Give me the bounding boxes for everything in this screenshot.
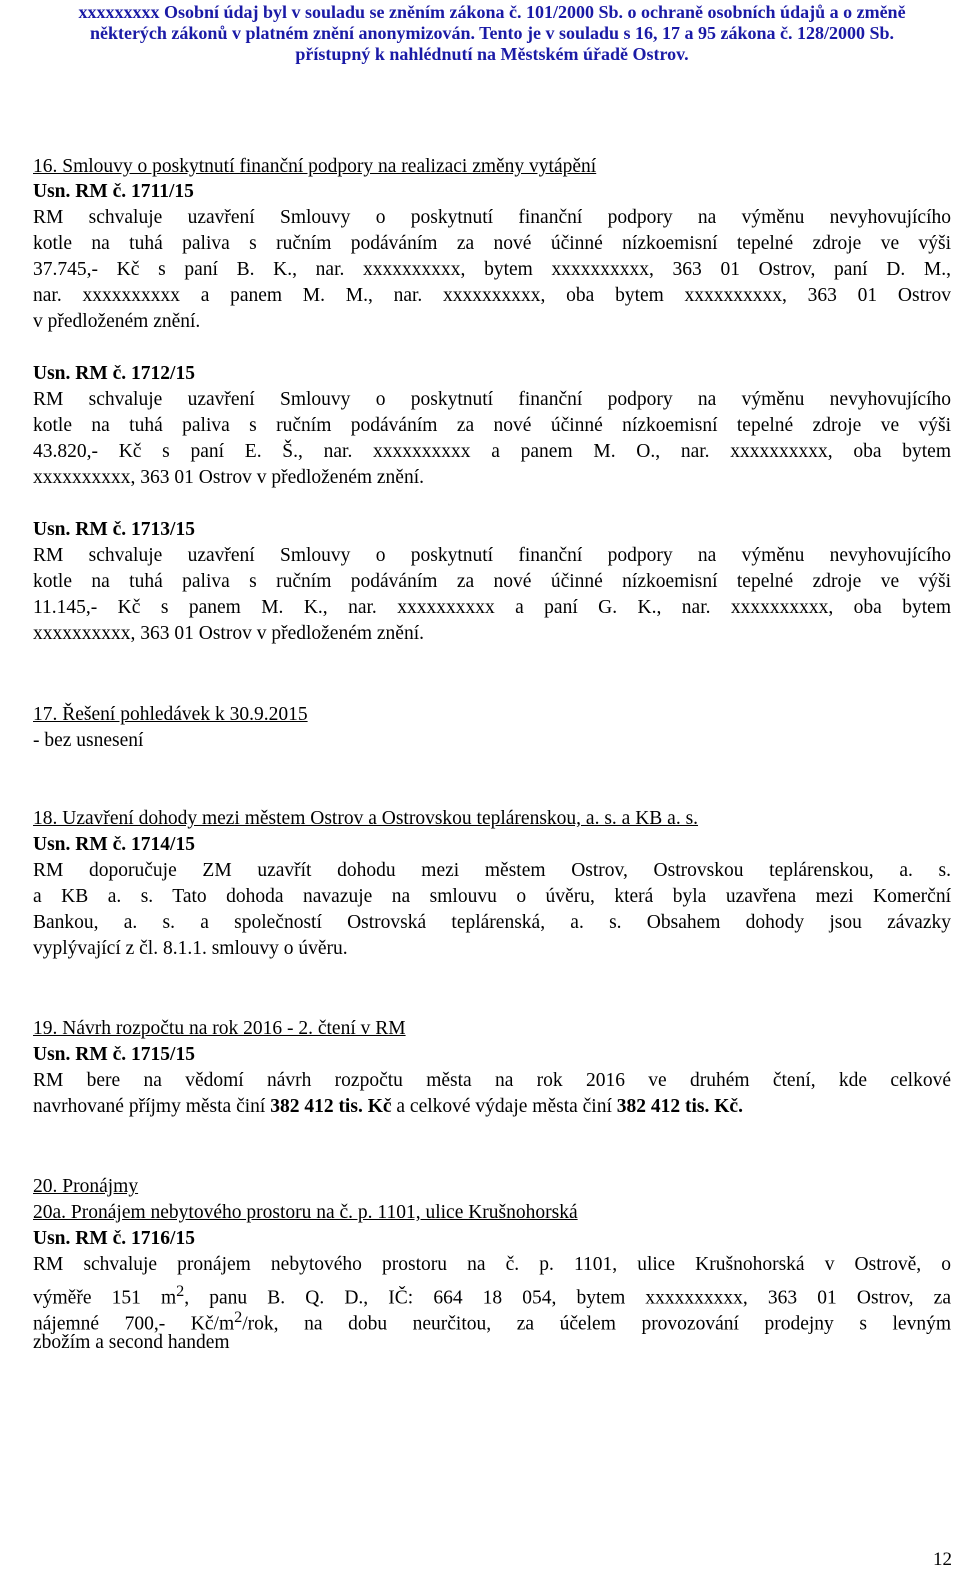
text-run: navrhované příjmy města činí — [33, 1096, 271, 1117]
resolution-1711-line: RM schvaluje uzavření Smlouvy o poskytnutí finanční podpory na výměnu nevyhovujícího — [33, 207, 951, 228]
resolution-1712-line: RM schvaluje uzavření Smlouvy o poskytnutí finanční podpory na výměnu nevyhovujícího — [33, 389, 951, 410]
resolution-1715-line — [33, 1094, 951, 1120]
resolution-1714-number: Usn. RM č. 1714/15 — [33, 834, 195, 855]
superscript: 2 — [234, 1308, 243, 1326]
resolution-1716-line: zbožím a second handem — [33, 1332, 230, 1353]
income-amount: 382 412 tis. Kč — [270, 1096, 392, 1117]
text-run: /rok, na dobu neurčitou, za účelem provozování prodejny s levným — [242, 1313, 951, 1335]
section-20a-heading: 20a. Pronájem nebytového prostoru na č. p. 1101, ulice Krušnohorská — [33, 1202, 578, 1223]
resolution-1712-number: Usn. RM č. 1712/15 — [33, 363, 195, 384]
resolution-1714-line: Bankou, a. s. a společností Ostrovská teplárenská, a. s. Obsahem dohody jsou závazky — [33, 912, 951, 933]
section-16-heading: 16. Smlouvy o poskytnutí finanční podpory na realizaci změny vytápění — [33, 156, 597, 177]
text-run: výměře 151 m — [33, 1287, 177, 1309]
header-line-2: některých zákonů v platném znění anonymizován. Tento je v souladu s 16, 17 a 95 zákona č. 128/2000 Sb. — [89, 23, 895, 43]
page-number: 12 — [933, 1549, 952, 1570]
text-run: nájemné 700,- Kč/m — [33, 1313, 235, 1335]
resolution-1712-line: kotle na tuhá paliva s ručním podáváním za nové účinné nízkoemisní tepelné zdroje ve výši — [33, 415, 951, 436]
resolution-1715-line: RM bere na vědomí návrh rozpočtu města na rok 2016 ve druhém čtení, kde celkové — [33, 1070, 951, 1091]
resolution-1716-line: RM schvaluje pronájem nebytového prostoru na č. p. 1101, ulice Krušnohorská v Ostrově, o — [33, 1254, 951, 1275]
resolution-1713-line: 11.145,- Kč s panem M. K., nar. xxxxxxxxxx a paní G. K., nar. xxxxxxxxxx, oba bytem — [33, 597, 951, 618]
resolution-1711-number: Usn. RM č. 1711/15 — [33, 181, 194, 202]
resolution-1712-line: xxxxxxxxxx, 363 01 Ostrov v předloženém znění. — [33, 467, 425, 488]
resolution-1713-line: RM schvaluje uzavření Smlouvy o poskytnutí finanční podpory na výměnu nevyhovujícího — [33, 545, 951, 566]
anonymization-header — [33, 2, 951, 65]
text-run: a celkové výdaje města činí — [391, 1096, 617, 1117]
resolution-1715-number: Usn. RM č. 1715/15 — [33, 1044, 195, 1065]
section-17-note: - bez usnesení — [33, 730, 144, 751]
section-17-heading: 17. Řešení pohledávek k 30.9.2015 — [33, 704, 308, 725]
section-18-heading: 18. Uzavření dohody mezi městem Ostrov a Ostrovskou teplárenskou, a. s. a KB a. s. — [33, 808, 699, 829]
resolution-1713-line: kotle na tuhá paliva s ručním podáváním za nové účinné nízkoemisní tepelné zdroje ve výši — [33, 571, 951, 592]
resolution-1714-line: vyplývající z čl. 8.1.1. smlouvy o úvěru. — [33, 938, 348, 959]
resolution-1711-line: nar. xxxxxxxxxx a panem M. M., nar. xxxxxxxxxx, oba bytem xxxxxxxxxx, 363 01 Ostrov — [33, 285, 951, 306]
resolution-1716-number: Usn. RM č. 1716/15 — [33, 1228, 195, 1249]
resolution-1711-line: v předloženém znění. — [33, 311, 201, 332]
resolution-1711-line: kotle na tuhá paliva s ručním podáváním za nové účinné nízkoemisní tepelné zdroje ve výši — [33, 233, 951, 254]
header-line-1: xxxxxxxxx Osobní údaj byl v souladu se zněním zákona č. 101/2000 Sb. o ochraně osobních údajů a o změně — [78, 2, 906, 22]
resolution-1712-line: 43.820,- Kč s paní E. Š., nar. xxxxxxxxxx a panem M. O., nar. xxxxxxxxxx, oba bytem — [33, 441, 951, 462]
expense-amount: 382 412 tis. Kč — [616, 1096, 739, 1117]
resolution-1713-number: Usn. RM č. 1713/15 — [33, 519, 195, 540]
resolution-1714-line: RM doporučuje ZM uzavřít dohodu mezi městem Ostrov, Ostrovskou teplárenskou, a. s. — [33, 860, 951, 881]
section-19-heading: 19. Návrh rozpočtu na rok 2016 - 2. čtení v RM — [33, 1018, 406, 1039]
text-run: . — [738, 1096, 743, 1117]
text-run: , panu B. Q. D., IČ: 664 18 054, bytem xxxxxxxxxx, 363 01 Ostrov, za — [184, 1287, 951, 1309]
resolution-1711-line: 37.745,- Kč s paní B. K., nar. xxxxxxxxxx, bytem xxxxxxxxxx, 363 01 Ostrov, paní D. M., — [33, 259, 951, 280]
resolution-1714-line: a KB a. s. Tato dohoda navazuje na smlouvu o úvěru, která byla uzavřena mezi Komerční — [33, 886, 951, 907]
header-line-3: přístupný k nahlédnutí na Městském úřadě Ostrov. — [295, 44, 689, 64]
resolution-1713-line: xxxxxxxxxx, 363 01 Ostrov v předloženém znění. — [33, 623, 425, 644]
section-20-heading: 20. Pronájmy — [33, 1176, 139, 1197]
superscript: 2 — [176, 1282, 185, 1300]
